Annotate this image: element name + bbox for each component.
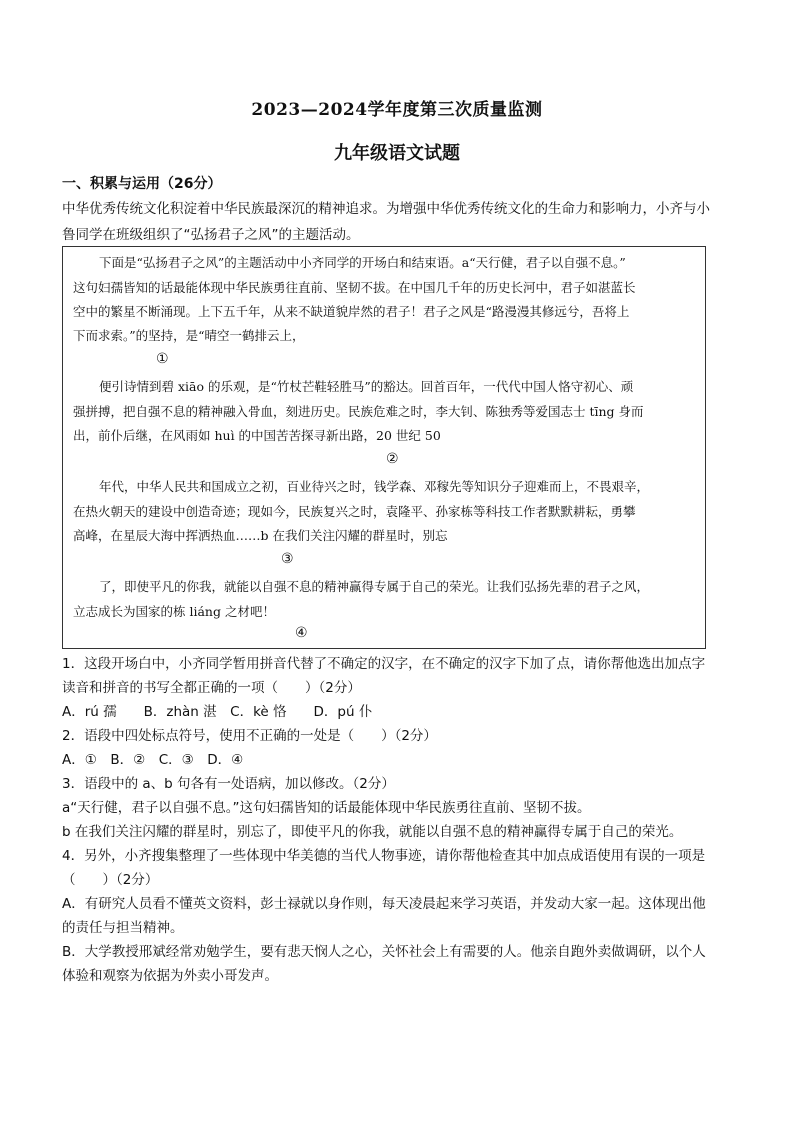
question-line: 4．另外，小齐搜集整理了一些体现中华美德的当代人物事迹，请你帮他检查其中加点成语使用有误的一项是 <box>62 848 706 864</box>
question-option: 的责任与担当精神。 <box>62 920 184 936</box>
passage-line: 立志成长为国家的栋 liáng 之材吧！ <box>73 604 275 619</box>
mark-3: ③ <box>281 551 294 567</box>
passage-line: 出，前仆后继，在风雨如 huì 的中国苦苦探寻新出路，20 世纪 50 <box>73 428 441 443</box>
question-line: b 在我们关注闪耀的群星时，别忘了，即使平凡的你我，就能以自强不息的精神赢得专属于自己的荣光。 <box>62 824 683 840</box>
passage-line: 在热火朝天的建设中创造奇迹；现如今，民族复兴之时，袁隆平、孙家栋等科技工作者默默耕耘，勇攀 <box>73 504 636 519</box>
passage-line: 高峰，在星辰大海中挥洒热血……b 在我们关注闪耀的群星时，别忘 <box>73 528 448 543</box>
question-options: A．rú 孺 B．zhàn 湛 C．kè 恪 D．pú 仆 <box>62 704 373 720</box>
question-list <box>62 652 742 988</box>
passage-line: 下而求索。”的坚持，是“晴空一鹤排云上， <box>73 328 305 343</box>
mark-2: ② <box>386 451 399 467</box>
question-options: A．① B．② C．③ D．④ <box>62 752 244 768</box>
intro-paragraph <box>62 196 742 248</box>
passage-line: 便引诗情到碧 xiāo 的乐观，是“竹杖芒鞋轻胜马”的豁达。回首百年，一代代中国人恪守初心、顽 <box>99 379 634 394</box>
mark-1: ① <box>156 351 169 367</box>
exam-subtitle: 九年级语文试题 <box>334 143 460 164</box>
passage-line: 年代，中华人民共和国成立之初，百业待兴之时，钱学森、邓稼先等知识分子迎难而上，不畏艰辛， <box>99 479 650 494</box>
question-line: 2．语段中四处标点符号，使用不正确的一处是（ ）（2分） <box>62 728 437 744</box>
passage-line: 强拼搏，把自强不息的精神融入骨血，刻进历史。民族危难之时，李大钊、陈独秀等爱国志士 tīng 身而 <box>73 404 644 419</box>
question-option: A．有研究人员看不懂英文资料，彭士禄就以身作则，每天凌晨起来学习英语，并发动大家一起。这体现出他 <box>62 896 706 912</box>
question-line: （ ）（2分） <box>62 872 159 888</box>
passage-line: 这句妇孺皆知的话最能体现中华民族勇往直前、坚韧不拔。在中国几千年的历史长河中，君子如湛蓝长 <box>73 280 636 295</box>
question-line: a“天行健，君子以自强不息。”这句妇孺皆知的话最能体现中华民族勇往直前、坚韧不拔。 <box>62 800 591 816</box>
passage-box <box>62 246 706 649</box>
passage-line: 空中的繁星不断涌现。上下五千年，从来不缺道貌岸然的君子！君子之风是“路漫漫其修远兮，吾将上 <box>73 304 630 319</box>
question-option: 体验和观察为依据为外卖小哥发声。 <box>62 968 278 984</box>
question-line: 读音和拼音的书写全都正确的一项（ ）（2分） <box>62 680 361 696</box>
intro-line: 中华优秀传统文化积淀着中华民族最深沉的精神追求。为增强中华优秀传统文化的生命力和影响力，小齐与小 <box>62 201 710 217</box>
passage-line: 了，即使平凡的你我，就能以自强不息的精神赢得专属于自己的荣光。让我们弘扬先辈的君子之风， <box>99 579 650 594</box>
passage-line: 下面是“弘扬君子之风”的主题活动中小齐同学的开场白和结束语。a“天行健，君子以自强不息。” <box>99 255 626 270</box>
question-option: B．大学教授邢斌经常劝勉学生，要有悲天悯人之心，关怀社会上有需要的人。他亲自跑外卖做调研，以个人 <box>62 944 706 960</box>
intro-line: 鲁同学在班级组织了“弘扬君子之风”的主题活动。 <box>62 227 360 243</box>
section-heading: 一、积累与运用（26分） <box>62 176 222 192</box>
question-line: 3．语段中的 a、b 句各有一处语病，加以修改。（2分） <box>62 776 395 792</box>
mark-4: ④ <box>295 625 308 641</box>
exam-title: 2023—2024学年度第三次质量监测 <box>251 100 543 120</box>
question-line: 1．这段开场白中，小齐同学暂用拼音代替了不确定的汉字，在不确定的汉字下加了点，请你帮他选出加点字 <box>62 656 706 672</box>
